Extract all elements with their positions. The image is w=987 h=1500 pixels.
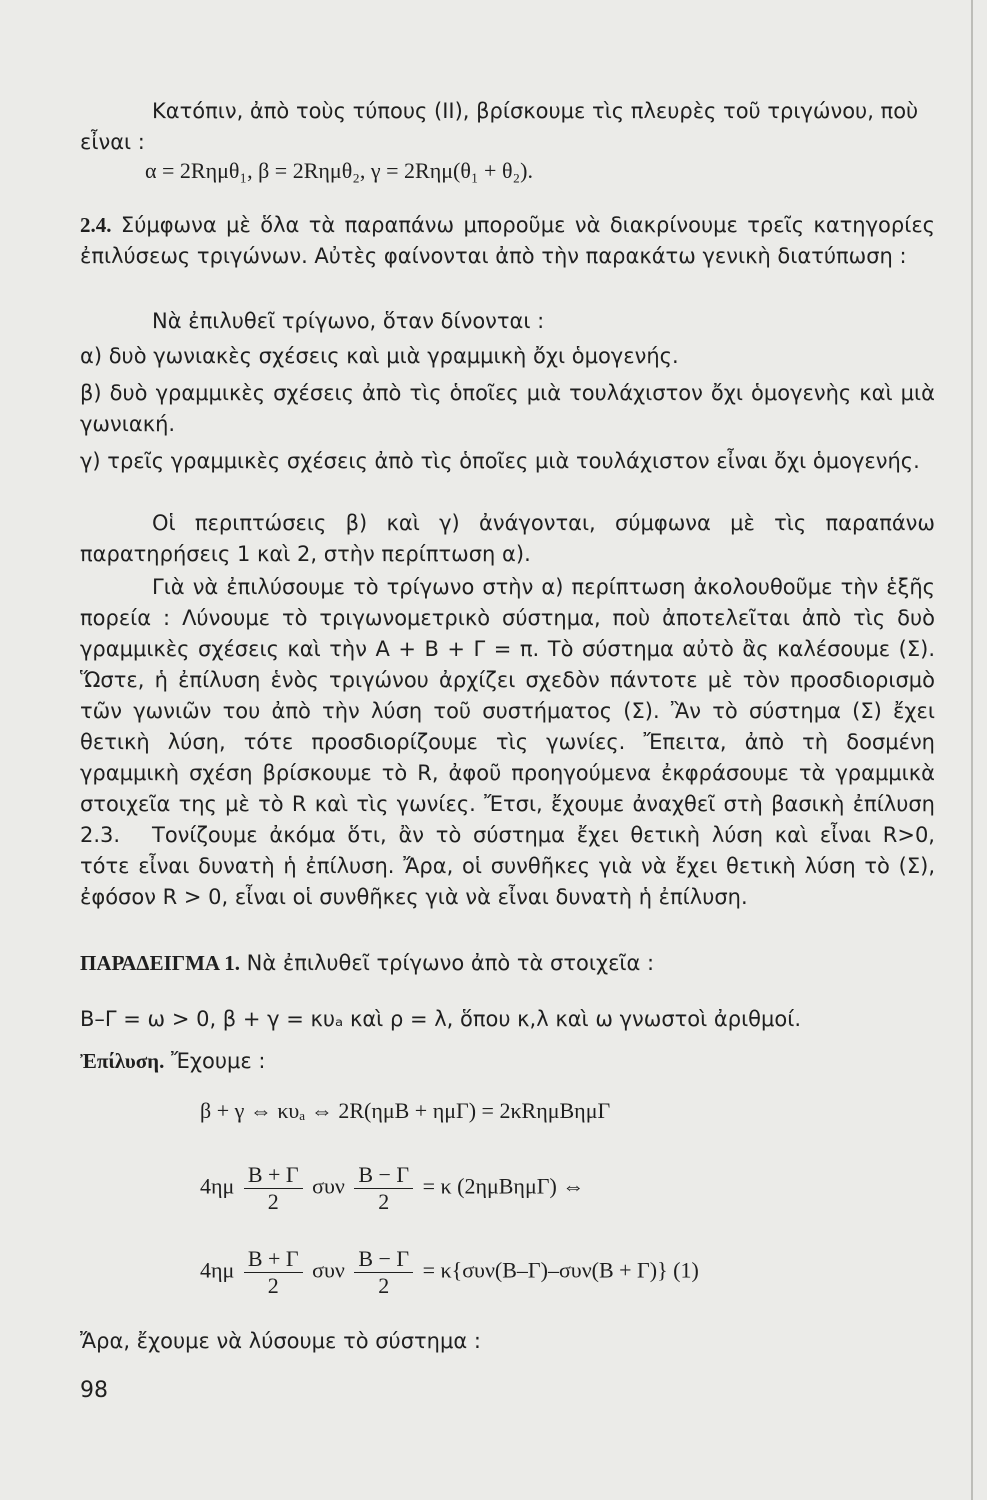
paragraph-sides: [80, 96, 935, 158]
equation-3: 4ημ $\frac{B + \Gamma}{2}$ συν $\frac{B - \Gamma}{2}$ = κ{συν(B–Γ)–συν(B + Γ)} (1): [200, 1246, 699, 1298]
section-2-4: [80, 210, 935, 272]
paragraph-sides-line1: Κατόπιν, ἀπὸ τοὺς τύπους (II), βρίσκουμε τὶς πλευρὲς τοῦ τριγώνου, ποὺ: [152, 99, 919, 123]
paragraph-reduce: Οἱ περιπτώσεις β) καὶ γ) ἀνάγονται, σύμφωνα μὲ τὶς παραπάνω παρατηρήσεις 1 καὶ 2, στὴν περίπτωση α).: [80, 511, 935, 566]
example-text: Νὰ ἐπιλυθεῖ τρίγωνο ἀπὸ τὰ στοιχεῖα :: [246, 951, 655, 975]
page-edge: [971, 0, 973, 1500]
case-a: α) δυὸ γωνιακὲς σχέσεις καὶ μιὰ γραμμικὴ ὄχι ὁμογενής.: [80, 344, 679, 368]
solution-line: [80, 1046, 935, 1077]
section-text: Σύμφωνα μὲ ὅλα τὰ παραπάνω μποροῦμε νὰ διακρίνουμε τρεῖς κατηγορίες ἐπιλύσεως τριγώνων. Αὐτὲς φαίνονται ἀπὸ τὴν παρακάτω γενικὴ διατύπωση :: [80, 213, 935, 268]
conclusion-line: Ἄρα, ἔχουμε νὰ λύσουμε τὸ σύστημα :: [80, 1329, 481, 1353]
fraction-sum-half: $\frac{B + \Gamma}{2}$: [244, 1246, 303, 1299]
solution-text: Ἔχουμε :: [171, 1049, 266, 1073]
paragraph-emphasis: Τονίζουμε ἀκόμα ὅτι, ἂν τὸ σύστημα ἔχει θετικὴ λύση καὶ εἶναι R>0, τότε εἶναι δυνατὴ ἡ ἐπίλυση. Ἄρα, οἱ συνθῆκες γιὰ νὰ ἔχει θετικὴ λύση τὸ (Σ), ἐφόσον R > 0, εἶναι οἱ συνθῆκες γιὰ νὰ εἶναι δυνατὴ ἡ ἐπίλυση.: [80, 823, 935, 909]
example-heading-line: [80, 948, 935, 979]
paragraph-sides-line2: εἶναι :: [80, 130, 145, 154]
problem-statement: [80, 306, 935, 337]
fraction-sum-half: $\frac{B + \Gamma}{2}$: [244, 1162, 303, 1215]
page-number: 98: [80, 1378, 108, 1403]
case-list: [80, 341, 935, 477]
formula-sides: α = 2Rημθ₁, β = 2Rημθ₂, γ = 2Rημ(θ₁ + θ₂).: [145, 158, 533, 183]
case-c: γ) τρεῖς γραμμικὲς σχέσεις ἀπὸ τὶς ὁποῖες μιὰ τουλάχιστον εἶναι ὄχι ὁμογενής.: [80, 449, 920, 473]
example-givens: B–Γ = ω > 0, β + γ = κυₐ καὶ ρ = λ, ὅπου κ,λ καὶ ω γνωστοὶ ἀριθμοί.: [80, 1007, 802, 1031]
problem-line: Νὰ ἐπιλυθεῖ τρίγωνο, ὅταν δίνονται :: [152, 309, 545, 333]
equation-2: 4ημ $\frac{B + \Gamma}{2}$ συν $\frac{B - \Gamma}{2}$ = κ (2ημBημΓ) ⇔: [200, 1162, 585, 1214]
section-number: 2.4.: [80, 213, 112, 237]
equation-1: β + γ ⇔ κυₐ ⇔ 2R(ημB + ημΓ) = 2κRημBημΓ: [200, 1098, 611, 1123]
solution-label: Ἐπίλυση.: [80, 1049, 165, 1073]
fraction-diff-half: $\frac{B - \Gamma}{2}$: [354, 1246, 413, 1299]
paragraph-method: Γιὰ νὰ ἐπιλύσουμε τὸ τρίγωνο στὴν α) περίπτωση ἀκολουθοῦμε τὴν ἑξῆς πορεία : Λύνουμε τὸ τριγωνομετρικὸ σύστημα, ποὺ ἀποτελεῖται ἀπὸ τὶς δυὸ γραμμικὲς σχέσεις καὶ τὴν A + B + Γ = π. Τὸ σύστημα αὐτὸ ἂς καλέσουμε (Σ). Ὥστε, ἡ ἐπίλυση ἑνὸς τριγώνου ἀρχίζει σχεδὸν πάντοτε μὲ τὸν προσδιορισμὸ τῶν γωνιῶν του ἀπὸ τὴν λύση τοῦ συστήματος (Σ). Ἂν τὸ σύστημα (Σ) ἔχει θετικὴ λύση, τότε προσδιορίζουμε τὶς γωνίες. Ἔπειτα, ἀπὸ τὴ δοσμένη γραμμικὴ σχέση βρίσκουμε τὸ R, ἀφοῦ προηγούμενα ἐκφράσουμε τὰ γραμμικὰ στοιχεῖα της μὲ τὸ R καὶ τὶς γωνίες. Ἔτσι, ἔχουμε ἀναχθεῖ στὴ βασικὴ ἐπίλυση 2.3.: [80, 575, 935, 847]
fraction-diff-half: $\frac{B - \Gamma}{2}$: [354, 1162, 413, 1215]
example-heading: ΠΑΡΑΔΕΙΓΜΑ 1.: [80, 951, 240, 975]
case-b: β) δυὸ γραμμικὲς σχέσεις ἀπὸ τὶς ὁποῖες μιὰ τουλάχιστον ὄχι ὁμογενὴς καὶ μιὰ γωνιακή.: [80, 381, 935, 436]
